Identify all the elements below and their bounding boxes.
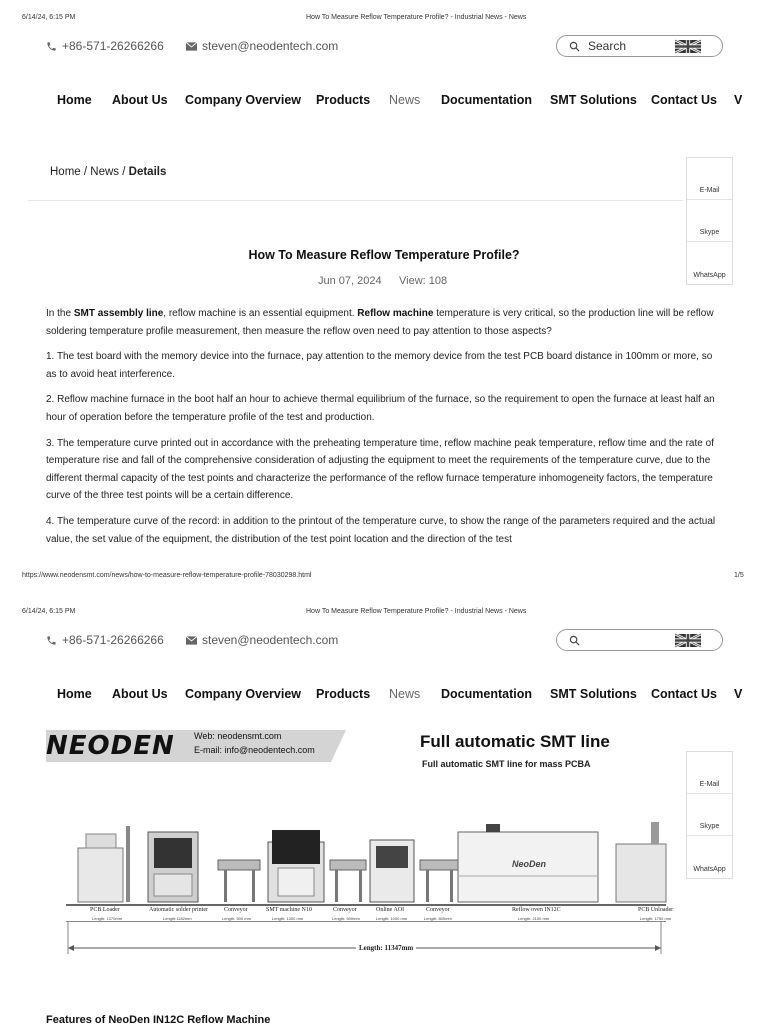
machine-length: Length: 500mm: [332, 916, 360, 921]
nav-overflow[interactable]: V: [734, 93, 743, 107]
nav-contact-us[interactable]: Contact Us: [651, 687, 717, 701]
print-datetime: 6/14/24, 6:15 PM: [22, 608, 76, 615]
nav-products[interactable]: Products: [316, 687, 371, 701]
solder-printer-machine: [148, 832, 198, 902]
machine-label: Conveyor: [224, 907, 248, 913]
uk-flag-icon[interactable]: [675, 38, 701, 55]
article-point-2: 2. Reflow machine furnace in the boot half an hour to achieve thermal equilibrium of the furnace, so the requirement to open the furnace at least half an hour of operation before the temperature profile of the test and production.: [46, 394, 715, 423]
machine-length: Length: 2100 mm: [518, 916, 550, 921]
nav-contact-us[interactable]: Contact Us: [651, 93, 717, 107]
breadcrumb-news[interactable]: News: [90, 166, 120, 178]
machine-length: Length: 800mm: [424, 916, 452, 921]
conveyor-1: [218, 860, 260, 902]
article-point-4: 4. The temperature curve of the record: in addition to the printout of the temperature curve, to show the range of the parameters required and the actual value, the set value of the equipment, the distribution of the test point location and the direction of the test: [46, 515, 716, 545]
side-contact-panel: [686, 751, 733, 879]
conveyor-3: [420, 860, 458, 902]
nav-news[interactable]: News: [389, 93, 421, 107]
article-point-1: 1. The test board with the memory device into the furnace, pay attention to the memory device from the test PCB board distance in 100mm or more, so as to avoid heat interference.: [46, 351, 713, 380]
machine-label: Reflow oven IN12C: [512, 907, 561, 913]
banner-title: Full automatic SMT line: [420, 732, 610, 751]
pcb-unloader-machine: [616, 822, 666, 902]
article-body: [46, 305, 721, 563]
search-icon: [569, 635, 580, 646]
conveyor-2: [330, 860, 366, 902]
print-footer-url: https://www.neodensmt.com/news/how-to-measure-reflow-temperature-profile-78030298.html: [22, 572, 312, 579]
mail-icon: [186, 42, 197, 51]
email-text: steven@neodentech.com: [202, 633, 339, 647]
smt-line-banner: [46, 726, 686, 976]
machine-length: Length: 1300 mm: [272, 916, 304, 921]
smt-machine-n10: [268, 830, 324, 902]
features-heading: Features of NeoDen IN12C Reflow Machine: [46, 1014, 271, 1026]
article-views: View: 108: [399, 275, 448, 287]
banner-web: Web: neodensmt.com: [194, 731, 282, 741]
side-skype[interactable]: Skype: [687, 794, 732, 836]
phone-contact[interactable]: [46, 39, 164, 53]
machine-length: Length: 500 mm: [222, 916, 251, 921]
article-point-3: 3. The temperature curve printed out in accordance with the preheating temperature time, reflow machine peak temperature, reflow time and the rate of temperature rise and fall of the comprehensive consideration of adjusting the equipment to meet the requirements of the temperature curve, due to the different thermal capacity of the test points and characterize the performance of the reflow furnace temperature inhomogeneity factors, the temperature curve of the three test points will be a certain difference.: [46, 437, 714, 502]
nav-company-overview[interactable]: Company Overview: [185, 93, 302, 107]
phone-icon: [46, 41, 57, 52]
nav-documentation[interactable]: Documentation: [441, 687, 532, 701]
print-footer-page: 1/5: [734, 572, 744, 579]
side-contact-panel: [686, 157, 733, 285]
side-email[interactable]: E-Mail: [687, 158, 732, 200]
machine-label: PCB Loader: [90, 907, 120, 913]
breadcrumb-current: Details: [128, 166, 167, 178]
side-whatsapp[interactable]: WhatsApp: [693, 866, 726, 873]
total-length: Length: 11347mm: [356, 944, 416, 952]
phone-text: +86-571-26266266: [62, 633, 164, 647]
breadcrumb-sep: /: [80, 166, 91, 178]
mail-icon: [186, 636, 197, 645]
reflow-machine-link[interactable]: Reflow machine: [357, 308, 434, 319]
nav-about-us[interactable]: About Us: [112, 687, 168, 701]
banner-email: E-mail: info@neodentech.com: [194, 745, 315, 755]
machine-label: Online AOI: [376, 907, 405, 913]
machine-label: Conveyor: [426, 907, 450, 913]
nav-products[interactable]: Products: [316, 93, 371, 107]
machine-length: Length: 1370mm: [92, 916, 123, 921]
nav-company-overview[interactable]: Company Overview: [185, 687, 302, 701]
smt-assembly-line-link[interactable]: SMT assembly line: [73, 308, 164, 319]
phone-text: +86-571-26266266: [62, 39, 164, 53]
email-text: steven@neodentech.com: [202, 39, 339, 53]
machine-label: SMT machine N10: [266, 907, 312, 913]
nav-about-us[interactable]: About Us: [112, 93, 168, 107]
machine-label: Automatic solder printer: [149, 907, 208, 913]
nav-smt-solutions[interactable]: SMT Solutions: [550, 687, 637, 701]
article-intro: In the SMT assembly line, reflow machine is an essential equipment. Reflow machine temperature is very critical, so the production line will be reflow soldering temperature profile measurement, then measure the reflow oven need to pay attention to those aspects?: [46, 308, 714, 337]
neoden-logo: NEODEN: [46, 731, 175, 761]
uk-flag-icon[interactable]: [675, 632, 701, 649]
phone-icon: [46, 635, 57, 646]
side-email[interactable]: E-Mail: [687, 752, 732, 794]
nav-news[interactable]: News: [389, 687, 421, 701]
nav-home[interactable]: Home: [57, 687, 92, 701]
banner-subtitle: Full automatic SMT line for mass PCBA: [422, 759, 591, 769]
pcb-loader-machine: [78, 826, 130, 902]
breadcrumb: [50, 166, 166, 178]
machine-label: Conveyor: [333, 907, 357, 913]
breadcrumb-sep: /: [119, 166, 129, 178]
nav-home[interactable]: Home: [57, 93, 92, 107]
machine-length: Length: 1750 mm: [640, 916, 672, 921]
email-contact[interactable]: [186, 39, 338, 53]
print-datetime: 6/14/24, 6:15 PM: [22, 14, 76, 21]
print-doc-title: How To Measure Reflow Temperature Profile? - Industrial News - News: [306, 608, 527, 615]
machine-length: Length: 1000 mm: [376, 916, 408, 921]
machine-label: PCB Unloader: [638, 907, 674, 913]
article-date: Jun 07, 2024: [318, 275, 382, 287]
online-aoi-machine: [370, 840, 414, 902]
article-title: How To Measure Reflow Temperature Profile?: [248, 248, 520, 262]
side-skype[interactable]: Skype: [687, 200, 732, 242]
nav-overflow[interactable]: V: [734, 687, 743, 701]
oven-logo: NeoDen: [512, 859, 547, 869]
nav-smt-solutions[interactable]: SMT Solutions: [550, 93, 637, 107]
search-icon: [569, 41, 580, 52]
breadcrumb-divider: [28, 200, 683, 201]
machine-length: Length:1182mm: [163, 916, 192, 921]
nav-documentation[interactable]: Documentation: [441, 93, 532, 107]
print-doc-title: How To Measure Reflow Temperature Profile? - Industrial News - News: [306, 14, 527, 21]
breadcrumb-home[interactable]: Home: [50, 166, 81, 178]
side-whatsapp[interactable]: WhatsApp: [693, 272, 726, 279]
search-placeholder: Search: [588, 39, 627, 53]
email-contact[interactable]: [186, 633, 338, 647]
phone-contact[interactable]: [46, 633, 164, 647]
